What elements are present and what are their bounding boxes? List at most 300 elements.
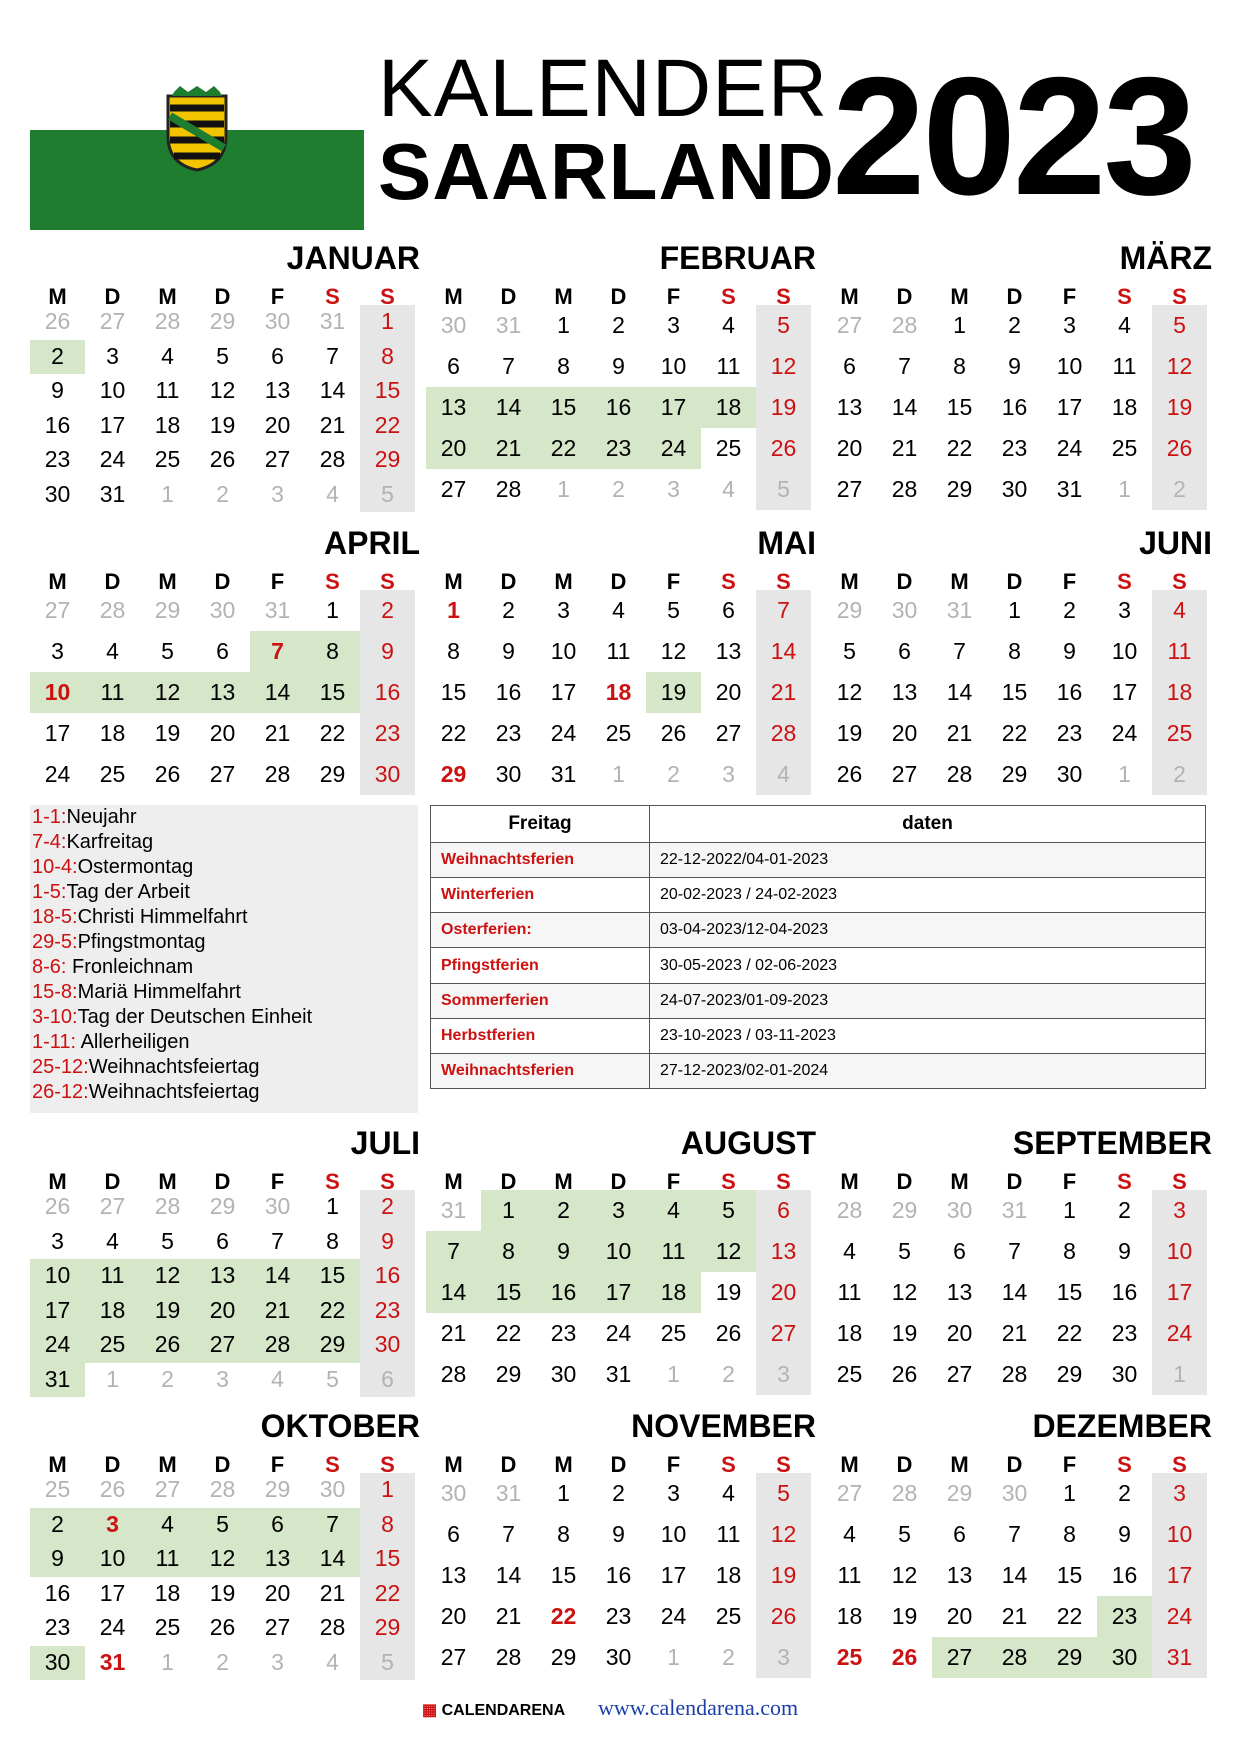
day-cell: 11 — [155, 377, 180, 404]
weekday-header: S — [776, 1169, 791, 1194]
column-header-vacation: Freitag — [431, 806, 650, 843]
weekday-header: D — [610, 1452, 627, 1477]
day-cell: 27 — [209, 1331, 236, 1358]
weekday-header: D — [214, 569, 231, 594]
weekday-header: S — [1117, 284, 1132, 309]
day-cell: 4 — [612, 596, 625, 623]
day-cell: 31 — [605, 1360, 632, 1387]
day-cell: 14 — [319, 1545, 346, 1572]
day-cell: 3 — [1063, 311, 1076, 338]
day-cell: 16 — [1111, 1561, 1138, 1588]
vacation-name: Winterferien — [431, 878, 650, 913]
day-cell: 22 — [495, 1319, 522, 1346]
day-cell: 19 — [154, 1296, 181, 1323]
weekday-header: D — [610, 569, 627, 594]
weekday-header: S — [325, 1452, 340, 1477]
day-cell: 21 — [891, 434, 918, 461]
day-cell: 28 — [264, 760, 291, 787]
day-cell: 2 — [667, 760, 680, 787]
day-cell: 21 — [770, 678, 797, 705]
footer-url-link[interactable]: www.calendarena.com — [598, 1695, 799, 1720]
day-cell: 29 — [495, 1360, 522, 1387]
weekday-header: F — [666, 1169, 681, 1194]
day-cell: 22 — [1056, 1602, 1083, 1629]
calendar-icon: ▦ — [422, 1702, 438, 1719]
day-cell: 18 — [99, 1296, 126, 1323]
month-name: JULI — [350, 1125, 420, 1161]
day-cell: 3 — [667, 1479, 680, 1506]
day-cell: 11 — [1167, 637, 1192, 664]
day-cell: 6 — [271, 1510, 284, 1537]
day-cell: 25 — [836, 1643, 863, 1670]
day-cell: 18 — [1166, 678, 1193, 705]
day-cell: 1 — [161, 1648, 174, 1675]
vacation-dates: 20-02-2023 / 24-02-2023 — [650, 878, 1206, 913]
day-cell: 25 — [154, 1614, 181, 1641]
day-cell: 10 — [1166, 1237, 1193, 1264]
day-cell: 1 — [1118, 760, 1131, 787]
day-cell: 18 — [1111, 393, 1138, 420]
day-cell: 1 — [1173, 1360, 1186, 1387]
day-cell: 25 — [1111, 434, 1138, 461]
day-cell: 29 — [1056, 1360, 1083, 1387]
weekday-header: M — [950, 1169, 969, 1194]
holiday-item: 8-6: Fronleichnam — [32, 956, 194, 978]
holiday-item: 15-8:Mariä Himmelfahrt — [32, 981, 241, 1003]
weekday-header: S — [721, 284, 736, 309]
day-cell: 8 — [1008, 637, 1021, 664]
weekday-header: M — [48, 284, 67, 309]
day-cell: 18 — [715, 1561, 742, 1588]
day-cell: 29 — [946, 475, 973, 502]
day-cell: 20 — [440, 1602, 467, 1629]
day-cell: 15 — [319, 1262, 346, 1289]
day-cell: 26 — [154, 1331, 181, 1358]
day-cell: 3 — [777, 1643, 790, 1670]
day-cell: 27 — [715, 719, 742, 746]
table-row — [431, 948, 1206, 983]
weekday-header: S — [1172, 1169, 1187, 1194]
day-cell: 7 — [502, 352, 515, 379]
day-cell: 10 — [1166, 1520, 1193, 1547]
day-cell: 1 — [1063, 1196, 1076, 1223]
day-cell: 17 — [1166, 1561, 1193, 1588]
vacation-name: Osterferien: — [431, 913, 650, 948]
day-cell: 26 — [44, 308, 71, 335]
day-cell: 6 — [381, 1365, 394, 1392]
day-cell: 18 — [605, 678, 632, 705]
day-cell: 27 — [209, 760, 236, 787]
day-cell: 20 — [715, 678, 742, 705]
day-cell: 7 — [271, 637, 284, 664]
weekday-header: S — [1117, 569, 1132, 594]
day-cell: 28 — [1001, 1360, 1028, 1387]
day-cell: 14 — [319, 377, 346, 404]
day-cell: 28 — [891, 311, 918, 338]
day-cell: 22 — [374, 1579, 401, 1606]
day-cell: 5 — [161, 1227, 174, 1254]
day-cell: 18 — [154, 1579, 181, 1606]
day-cell: 16 — [1056, 678, 1083, 705]
day-cell: 6 — [271, 342, 284, 369]
holiday-item: 7-4:Karfreitag — [32, 831, 154, 853]
day-cell: 26 — [770, 1602, 797, 1629]
day-cell: 19 — [891, 1602, 918, 1629]
day-cell: 21 — [440, 1319, 467, 1346]
day-cell: 31 — [319, 308, 346, 335]
day-cell: 4 — [667, 1196, 680, 1223]
weekday-header: D — [896, 1452, 913, 1477]
day-cell: 23 — [1111, 1602, 1138, 1629]
day-cell: 22 — [319, 719, 346, 746]
day-cell: 14 — [1001, 1278, 1028, 1305]
weekday-header: D — [610, 284, 627, 309]
day-cell: 3 — [271, 480, 284, 507]
month-juli — [30, 1125, 420, 1399]
day-cell: 12 — [209, 1545, 236, 1572]
day-cell: 2 — [722, 1643, 735, 1670]
weekday-header: F — [666, 284, 681, 309]
weekday-header: D — [500, 1169, 517, 1194]
day-cell: 15 — [374, 1545, 401, 1572]
vacation-dates: 27-12-2023/02-01-2024 — [650, 1053, 1206, 1088]
day-cell: 17 — [44, 719, 71, 746]
day-cell: 16 — [1001, 393, 1028, 420]
day-cell: 25 — [605, 719, 632, 746]
day-cell: 27 — [440, 1643, 467, 1670]
weekday-header: D — [500, 284, 517, 309]
weekday-header: F — [1062, 1452, 1077, 1477]
vacation-dates: 03-04-2023/12-04-2023 — [650, 913, 1206, 948]
day-cell: 15 — [1056, 1561, 1083, 1588]
day-cell: 12 — [154, 678, 181, 705]
day-cell: 6 — [447, 352, 460, 379]
day-cell: 31 — [264, 596, 291, 623]
day-cell: 1 — [1008, 596, 1021, 623]
day-cell: 5 — [381, 1648, 394, 1675]
day-cell: 4 — [106, 637, 119, 664]
day-cell: 31 — [44, 1365, 71, 1392]
day-cell: 22 — [550, 434, 577, 461]
weekday-header: S — [325, 1169, 340, 1194]
day-cell: 30 — [1111, 1360, 1138, 1387]
holiday-item: 18-5:Christi Himmelfahrt — [32, 906, 248, 928]
day-cell: 23 — [605, 434, 632, 461]
day-cell: 26 — [154, 760, 181, 787]
month-name: MÄRZ — [1119, 240, 1212, 276]
day-cell: 5 — [898, 1237, 911, 1264]
day-cell: 13 — [891, 678, 918, 705]
day-cell: 25 — [836, 1360, 863, 1387]
day-cell: 16 — [374, 678, 401, 705]
day-cell: 19 — [770, 1561, 797, 1588]
weekday-header: S — [776, 569, 791, 594]
day-cell: 20 — [891, 719, 918, 746]
day-cell: 29 — [209, 308, 236, 335]
day-cell: 2 — [502, 596, 515, 623]
day-cell: 1 — [326, 1193, 339, 1220]
day-cell: 16 — [44, 411, 71, 438]
weekday-header: S — [325, 284, 340, 309]
footer-brand: ▦ CALENDARENA — [422, 1702, 566, 1719]
title-region: SAARLAND — [378, 127, 835, 216]
day-cell: 22 — [319, 1296, 346, 1323]
day-cell: 23 — [374, 1296, 401, 1323]
day-cell: 27 — [264, 446, 291, 473]
day-cell: 23 — [1111, 1319, 1138, 1346]
weekday-header: D — [896, 1169, 913, 1194]
weekday-header: S — [721, 1452, 736, 1477]
day-cell: 5 — [1173, 311, 1186, 338]
day-cell: 5 — [381, 480, 394, 507]
day-cell: 2 — [381, 1193, 394, 1220]
day-cell: 13 — [209, 1262, 236, 1289]
weekday-header: M — [840, 569, 859, 594]
day-cell: 1 — [381, 1476, 394, 1503]
month-januar — [30, 240, 420, 514]
day-cell: 16 — [605, 1561, 632, 1588]
day-cell: 3 — [667, 475, 680, 502]
day-cell: 5 — [326, 1365, 339, 1392]
weekday-header: M — [554, 1452, 573, 1477]
day-cell: 28 — [319, 446, 346, 473]
weekday-header: S — [380, 1452, 395, 1477]
day-cell: 24 — [1166, 1319, 1193, 1346]
day-cell: 11 — [661, 1237, 686, 1264]
vacation-dates: 24-07-2023/01-09-2023 — [650, 983, 1206, 1018]
day-cell: 31 — [495, 1479, 522, 1506]
day-cell: 29 — [440, 760, 467, 787]
day-cell: 12 — [770, 352, 797, 379]
vacation-dates: 23-10-2023 / 03-11-2023 — [650, 1018, 1206, 1053]
day-cell: 13 — [264, 1545, 291, 1572]
month-april — [30, 525, 420, 797]
day-cell: 30 — [374, 1331, 401, 1358]
weekday-header: F — [1062, 569, 1077, 594]
month-name: JANUAR — [286, 240, 420, 276]
vacation-name: Sommerferien — [431, 983, 650, 1018]
weekday-header: D — [500, 1452, 517, 1477]
day-cell: 17 — [605, 1278, 632, 1305]
day-cell: 2 — [381, 596, 394, 623]
day-cell: 11 — [1112, 352, 1137, 379]
day-cell: 11 — [155, 1545, 180, 1572]
day-cell: 23 — [550, 1319, 577, 1346]
day-cell: 25 — [99, 1331, 126, 1358]
day-cell: 9 — [557, 1237, 570, 1264]
day-cell: 2 — [1173, 760, 1186, 787]
day-cell: 11 — [716, 1520, 741, 1547]
day-cell: 20 — [264, 1579, 291, 1606]
day-cell: 26 — [99, 1476, 126, 1503]
day-cell: 20 — [440, 434, 467, 461]
weekday-header: M — [444, 1169, 463, 1194]
weekday-header: S — [1172, 569, 1187, 594]
day-cell: 4 — [326, 480, 339, 507]
month-dezember — [822, 1408, 1212, 1680]
day-cell: 1 — [326, 596, 339, 623]
weekday-header: S — [1172, 284, 1187, 309]
day-cell: 27 — [440, 475, 467, 502]
day-cell: 21 — [1001, 1319, 1028, 1346]
month-name: NOVEMBER — [631, 1408, 816, 1444]
day-cell: 28 — [946, 760, 973, 787]
day-cell: 26 — [209, 446, 236, 473]
day-cell: 10 — [44, 678, 71, 705]
weekday-header: M — [554, 569, 573, 594]
day-cell: 2 — [161, 1365, 174, 1392]
day-cell: 29 — [209, 1193, 236, 1220]
column-header-dates: daten — [650, 806, 1206, 843]
vacation-name: Herbstferien — [431, 1018, 650, 1053]
coat-of-arms-icon — [160, 86, 234, 172]
day-cell: 21 — [495, 1602, 522, 1629]
day-cell: 23 — [44, 446, 71, 473]
weekday-header: S — [325, 569, 340, 594]
day-cell: 14 — [946, 678, 973, 705]
day-cell: 17 — [1166, 1278, 1193, 1305]
day-cell: 30 — [550, 1360, 577, 1387]
day-cell: 27 — [154, 1476, 181, 1503]
day-cell: 27 — [946, 1643, 973, 1670]
day-cell: 16 — [1111, 1278, 1138, 1305]
day-cell: 8 — [502, 1237, 515, 1264]
day-cell: 22 — [1056, 1319, 1083, 1346]
day-cell: 16 — [550, 1278, 577, 1305]
day-cell: 21 — [264, 1296, 291, 1323]
day-cell: 8 — [381, 342, 394, 369]
day-cell: 2 — [612, 475, 625, 502]
day-cell: 19 — [660, 678, 687, 705]
day-cell: 10 — [605, 1237, 632, 1264]
weekday-header: M — [48, 569, 67, 594]
month-name: OKTOBER — [260, 1408, 420, 1444]
day-cell: 9 — [1063, 637, 1076, 664]
day-cell: 24 — [660, 1602, 687, 1629]
day-cell: 10 — [660, 1520, 687, 1547]
day-cell: 3 — [216, 1365, 229, 1392]
day-cell: 2 — [1008, 311, 1021, 338]
table-row — [431, 1018, 1206, 1053]
weekday-header: M — [840, 284, 859, 309]
day-cell: 12 — [891, 1561, 918, 1588]
day-cell: 28 — [836, 1196, 863, 1223]
month-mai — [426, 525, 816, 797]
day-cell: 26 — [660, 719, 687, 746]
day-cell: 19 — [209, 411, 236, 438]
day-cell: 6 — [953, 1237, 966, 1264]
day-cell: 3 — [271, 1648, 284, 1675]
day-cell: 29 — [374, 1614, 401, 1641]
day-cell: 29 — [319, 760, 346, 787]
day-cell: 4 — [722, 311, 735, 338]
day-cell: 5 — [777, 475, 790, 502]
day-cell: 29 — [836, 596, 863, 623]
day-cell: 1 — [1063, 1479, 1076, 1506]
day-cell: 28 — [319, 1614, 346, 1641]
table-row — [431, 878, 1206, 913]
weekday-header: D — [896, 569, 913, 594]
weekday-header: D — [104, 1169, 121, 1194]
weekday-header: D — [104, 284, 121, 309]
weekday-header: M — [158, 1452, 177, 1477]
day-cell: 11 — [716, 352, 741, 379]
day-cell: 19 — [891, 1319, 918, 1346]
day-cell: 19 — [770, 393, 797, 420]
day-cell: 18 — [836, 1602, 863, 1629]
day-cell: 22 — [550, 1602, 577, 1629]
table-row — [431, 843, 1206, 878]
day-cell: 20 — [946, 1602, 973, 1629]
month-februar — [426, 240, 816, 512]
day-cell: 30 — [319, 1476, 346, 1503]
day-cell: 12 — [770, 1520, 797, 1547]
day-cell: 7 — [326, 1510, 339, 1537]
day-cell: 21 — [264, 719, 291, 746]
day-cell: 3 — [667, 311, 680, 338]
day-cell: 1 — [667, 1643, 680, 1670]
day-cell: 19 — [836, 719, 863, 746]
weekday-header: F — [666, 1452, 681, 1477]
day-cell: 28 — [495, 1643, 522, 1670]
day-cell: 3 — [51, 1227, 64, 1254]
day-cell: 28 — [264, 1331, 291, 1358]
day-cell: 12 — [1166, 352, 1193, 379]
day-cell: 27 — [836, 311, 863, 338]
day-cell: 15 — [319, 678, 346, 705]
day-cell: 7 — [271, 1227, 284, 1254]
weekday-header: S — [776, 1452, 791, 1477]
weekday-header: M — [950, 569, 969, 594]
day-cell: 4 — [1173, 596, 1186, 623]
day-cell: 6 — [777, 1196, 790, 1223]
day-cell: 6 — [722, 596, 735, 623]
day-cell: 31 — [99, 1648, 126, 1675]
day-cell: 13 — [770, 1237, 797, 1264]
day-cell: 29 — [1001, 760, 1028, 787]
day-cell: 1 — [612, 760, 625, 787]
day-cell: 31 — [1001, 1196, 1028, 1223]
day-cell: 30 — [374, 760, 401, 787]
day-cell: 29 — [319, 1331, 346, 1358]
day-cell: 22 — [1001, 719, 1028, 746]
holiday-item: 3-10:Tag der Deutschen Einheit — [32, 1006, 313, 1028]
day-cell: 15 — [550, 393, 577, 420]
day-cell: 30 — [44, 480, 71, 507]
day-cell: 10 — [99, 377, 126, 404]
weekday-header: F — [270, 569, 285, 594]
weekday-header: D — [1006, 569, 1023, 594]
day-cell: 24 — [550, 719, 577, 746]
day-cell: 7 — [1008, 1237, 1021, 1264]
day-cell: 10 — [550, 637, 577, 664]
day-cell: 1 — [557, 475, 570, 502]
day-cell: 3 — [106, 1510, 119, 1537]
month-september — [822, 1125, 1212, 1397]
day-cell: 4 — [161, 342, 174, 369]
weekday-header: F — [270, 284, 285, 309]
table-row — [431, 913, 1206, 948]
day-cell: 9 — [51, 377, 64, 404]
day-cell: 26 — [891, 1643, 918, 1670]
day-cell: 1 — [557, 311, 570, 338]
day-cell: 2 — [216, 480, 229, 507]
day-cell: 21 — [1001, 1602, 1028, 1629]
day-cell: 28 — [891, 475, 918, 502]
day-cell: 14 — [264, 678, 291, 705]
day-cell: 8 — [557, 352, 570, 379]
day-cell: 20 — [836, 434, 863, 461]
